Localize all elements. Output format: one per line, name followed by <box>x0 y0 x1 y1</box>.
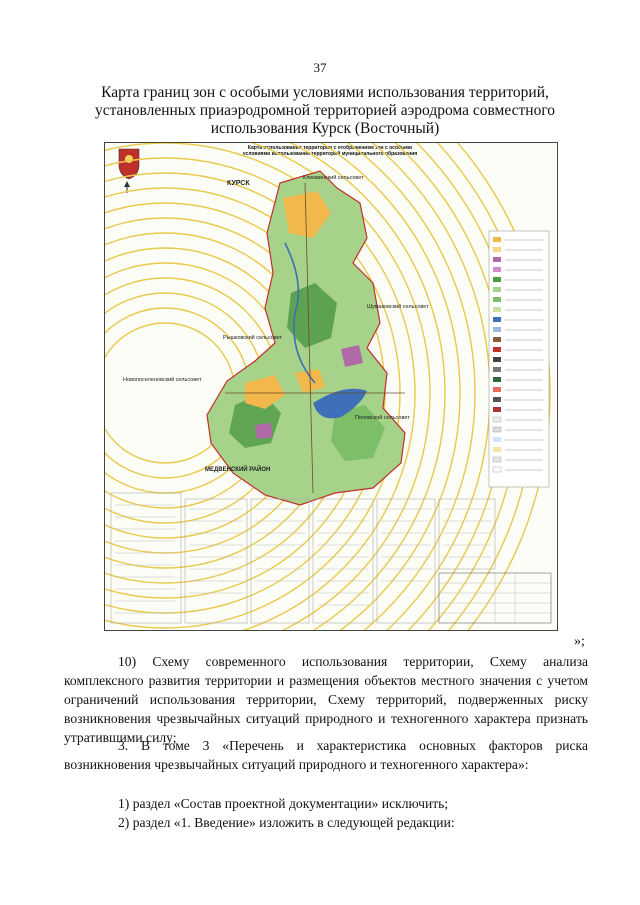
list-item-2: 2) раздел «1. Введение» изложить в следующей редакции: <box>118 815 455 830</box>
map-legend-right <box>489 231 549 487</box>
label-medvensky: МЕДВЕНСКИЙ РАЙОН <box>205 467 271 473</box>
label-novoposelenovsky: Новопоселеновский сельсовет <box>123 377 202 383</box>
coat-of-arms-icon <box>119 149 139 193</box>
list-item-1: 1) раздел «Состав проектной документации» исключить; <box>118 796 449 811</box>
quote-end: »; <box>574 634 585 649</box>
label-polevskoy: Полевской сельсовет <box>355 415 410 421</box>
map-title: Карта использования территории с отображением зон с особыми условиями использования территорий муниципального образования <box>242 145 418 157</box>
label-shumakovsky: Шумаковский сельсовет <box>367 304 429 310</box>
paragraph-item-10: 10) Схему современного использования территории, Схему анализа комплексного развития территории и размещения объектов местного значения с учетом ограничений использования территории, Схему территорий, подверженных риску возникновения чрезвычайных ситуаций природного и техногенного характера признать утратившими силу; <box>64 654 588 745</box>
label-kursk: КУРСК <box>227 180 250 187</box>
label-klyukvinsky: Клюквинский сельсовет <box>303 175 364 181</box>
paragraph-item-3: 3. В томе 3 «Перечень и характеристика основных факторов риска возникновения чрезвычайных ситуаций природного и техногенного характера»: <box>64 738 588 772</box>
page-number: 37 <box>313 60 327 75</box>
label-ryshkovsky: Рышковский сельсовет <box>223 335 283 341</box>
document-title: Карта границ зон с особыми условиями использования территорий, установленных приаэродромной территорией аэродрома совместного использования Курск (Восточный) <box>94 84 556 137</box>
map-figure <box>104 142 558 631</box>
